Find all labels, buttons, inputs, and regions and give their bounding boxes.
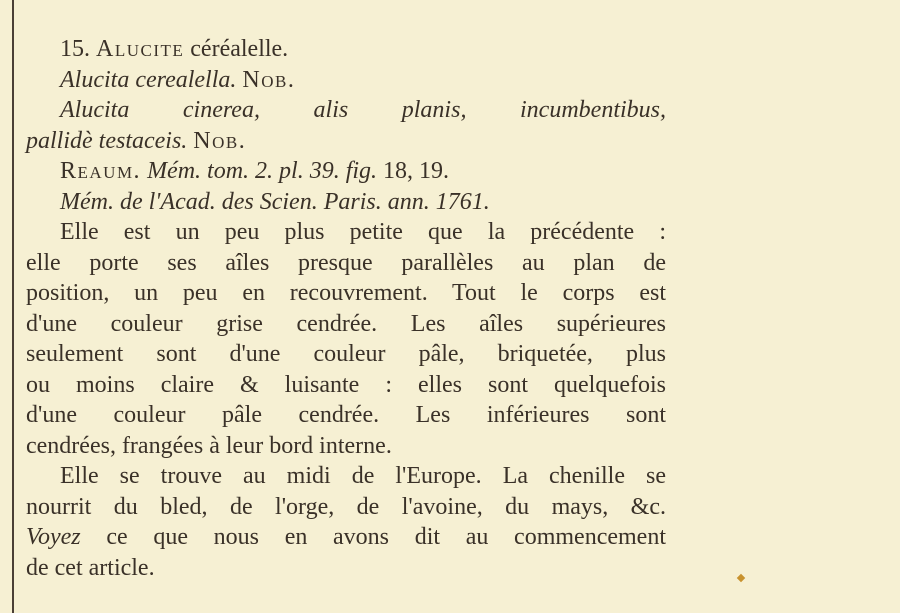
latin-name-line [26, 65, 666, 96]
closing-text: ce que nous en avons dit au commencement [106, 524, 666, 550]
diagnosis-text-2: pallidè testaceis. [26, 127, 188, 154]
description-line [26, 400, 666, 431]
entry-number: 15. [60, 36, 90, 62]
description-line [26, 217, 666, 248]
description-text: position, un peu en recouvrement. Tout le corps est [26, 280, 666, 306]
habitat-text: Elle se trouve au midi de l'Europe. La chenille se [60, 463, 666, 489]
reference-author: Reaum. [60, 158, 142, 184]
diagnosis-author: Nob. [193, 127, 247, 154]
habitat-line [26, 461, 666, 492]
closing-last-line [26, 553, 666, 584]
reference-reaumur [26, 156, 666, 187]
description-text: elle porte ses aîles presque parallèles au plan de [26, 249, 666, 276]
description-line [26, 370, 666, 401]
page-text [26, 34, 666, 583]
diagnosis-text-1: Alucita cinerea, alis planis, incumbentibus, [60, 97, 666, 123]
description-line [26, 278, 666, 309]
voyez-word: Voyez [26, 524, 81, 550]
description-line [26, 339, 666, 370]
closing-last-text: de cet article. [26, 554, 155, 581]
habitat-line [26, 492, 666, 523]
entry-heading [26, 34, 666, 65]
page-edge-rule [12, 0, 14, 613]
closing-line [26, 522, 666, 553]
habitat-text: nourrit du bled, de l'orge, de l'avoine, du mays, &c. [26, 493, 666, 520]
paper-speck [737, 574, 745, 582]
description-text: Elle est un peu plus petite que la précédente : [60, 219, 666, 245]
description-text: d'une couleur pâle cendrée. Les inférieures sont [26, 402, 666, 428]
reference-citation: Mém. tom. 2. pl. 39. fig. [147, 158, 378, 184]
description-line-last [26, 431, 666, 462]
entry-name-smallcaps: Alucite [96, 36, 185, 62]
diagnosis-line-1 [26, 95, 666, 126]
reference-academie-text: Mém. de l'Acad. des Scien. Paris. ann. 1761. [60, 188, 490, 215]
reference-figures: 18, 19. [383, 158, 450, 184]
description-text: seulement sont d'une couleur pâle, briquetée, plus [26, 341, 666, 367]
description-text: cendrées, frangées à leur bord interne. [26, 432, 392, 459]
description-text: ou moins claire & luisante : elles sont quelquefois [26, 371, 666, 398]
reference-academie [26, 187, 666, 218]
diagnosis-line-2 [26, 126, 666, 157]
latin-author: Nob. [242, 66, 296, 93]
description-line [26, 309, 666, 340]
description-text: d'une couleur grise cendrée. Les aîles supérieures [26, 310, 666, 337]
latin-name: Alucita cerealella. [60, 66, 237, 93]
description-line [26, 248, 666, 279]
entry-name-rest: céréalelle. [190, 36, 289, 62]
